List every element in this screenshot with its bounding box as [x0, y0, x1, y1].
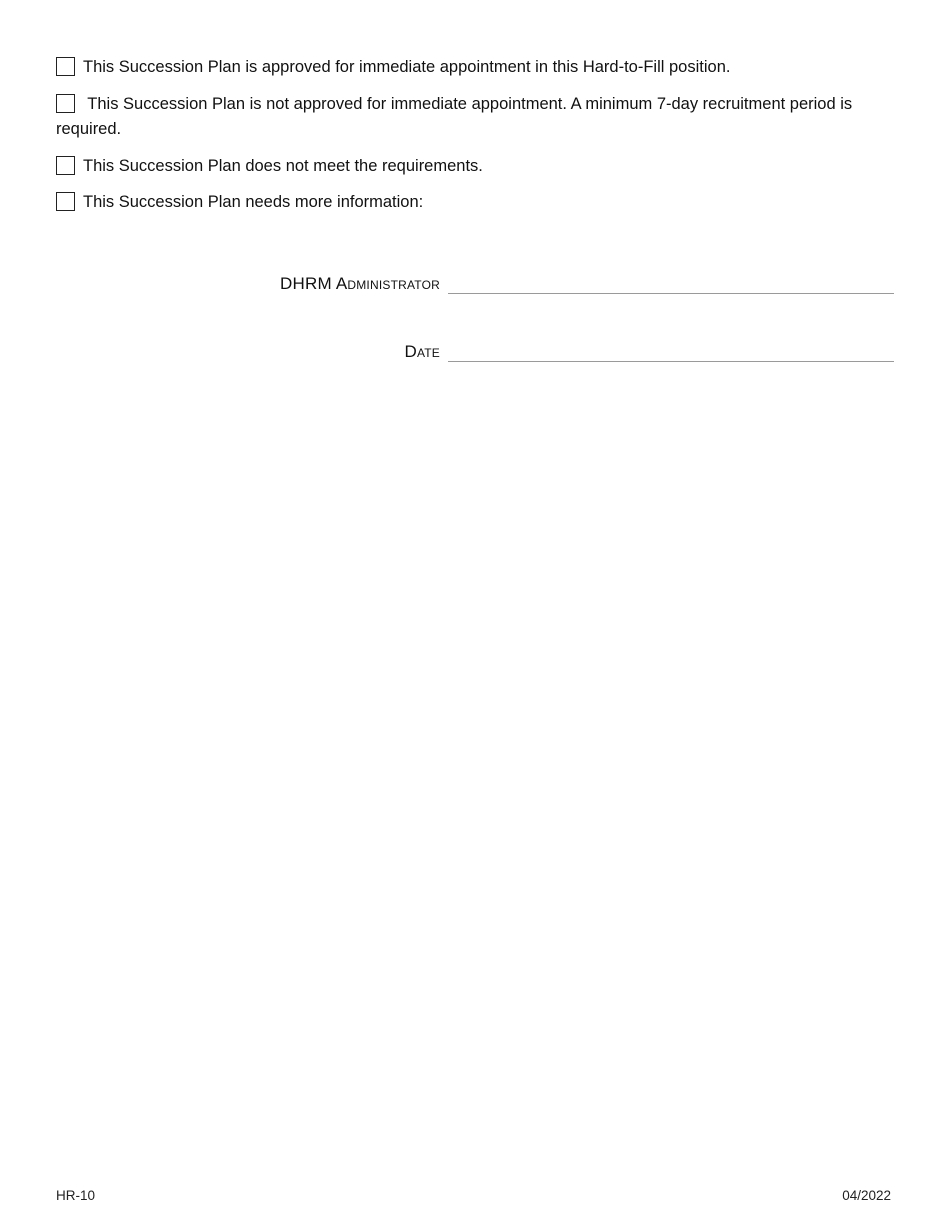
- approval-option-not-approved: [56, 92, 896, 142]
- needs-more-info-option-label: This Succession Plan needs more information:: [83, 193, 424, 211]
- admin-signature-row: [0, 266, 950, 296]
- not-approved-checkbox[interactable]: [56, 94, 75, 113]
- approval-option-needs-more-info: [56, 190, 896, 215]
- not-meeting-requirements-option-label: This Succession Plan does not meet the requirements.: [83, 157, 483, 175]
- not-meeting-requirements-checkbox[interactable]: [56, 156, 75, 175]
- admin-signature-field[interactable]: [448, 271, 894, 294]
- admin-signature-label: DHRM Administrator: [280, 274, 440, 293]
- form-id: HR-10: [56, 1188, 96, 1203]
- needs-more-info-checkbox[interactable]: [56, 192, 75, 211]
- approved-option-label: This Succession Plan is approved for immediate appointment in this Hard-to-Fill position.: [83, 58, 731, 76]
- date-field[interactable]: [448, 339, 894, 362]
- date-label: Date: [404, 342, 440, 361]
- approved-checkbox[interactable]: [56, 57, 75, 76]
- approval-option-approved: [56, 55, 896, 80]
- not-approved-option-label: This Succession Plan is not approved for immediate appointment. A minimum 7-day recruitment period is required.: [56, 95, 853, 138]
- revision-date: 04/2022: [842, 1188, 891, 1203]
- approval-option-not-meeting-requirements: [56, 154, 896, 179]
- date-row: [0, 334, 950, 364]
